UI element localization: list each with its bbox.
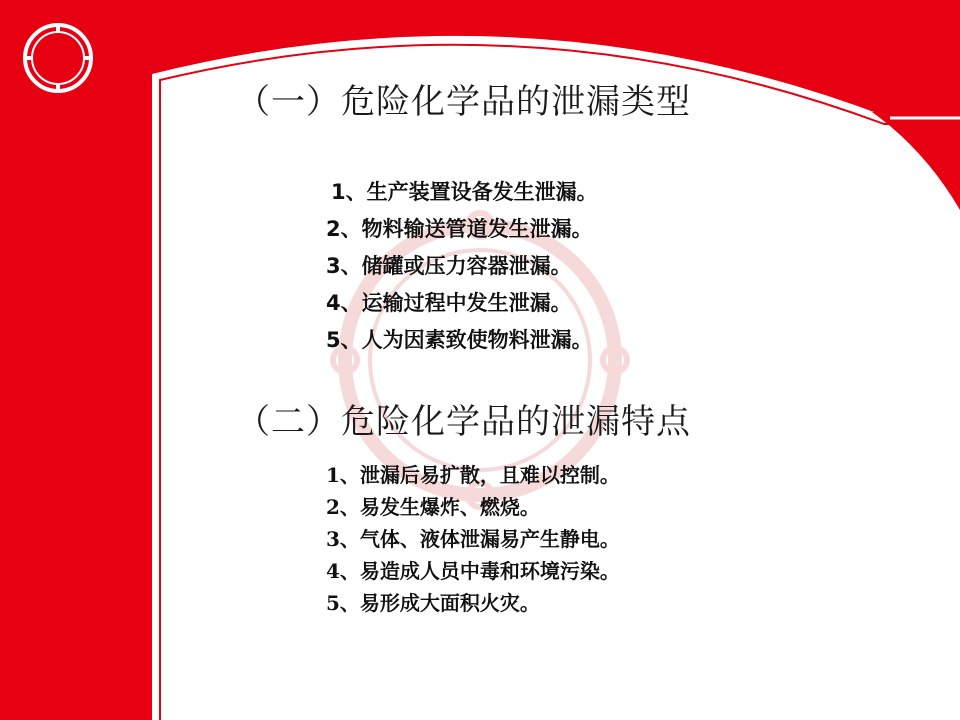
list-item: 4、易造成人员中毒和环境污染。 xyxy=(326,559,620,583)
list-item: 1、生产装置设备发生泄漏。 xyxy=(331,180,598,204)
list-item: 3、气体、液体泄漏易产生静电。 xyxy=(326,527,620,551)
list-item: 1、泄漏后易扩散，且难以控制。 xyxy=(326,463,620,487)
list-item: 3、储罐或压力容器泄漏。 xyxy=(326,254,572,278)
list-item: 5、人为因素致使物料泄漏。 xyxy=(326,328,593,352)
section-2-heading: （二）危险化学品的泄漏特点 xyxy=(236,402,691,442)
list-item: 5、易形成大面积火灾。 xyxy=(326,591,540,615)
list-item: 2、易发生爆炸、燃烧。 xyxy=(326,495,540,519)
leak-types-list xyxy=(326,174,598,359)
leak-features-list xyxy=(326,459,620,619)
list-item: 4、运输过程中发生泄漏。 xyxy=(326,291,572,315)
section-1-heading: （一）危险化学品的泄漏类型 xyxy=(236,82,691,122)
list-item: 2、物料输送管道发生泄漏。 xyxy=(326,217,593,241)
